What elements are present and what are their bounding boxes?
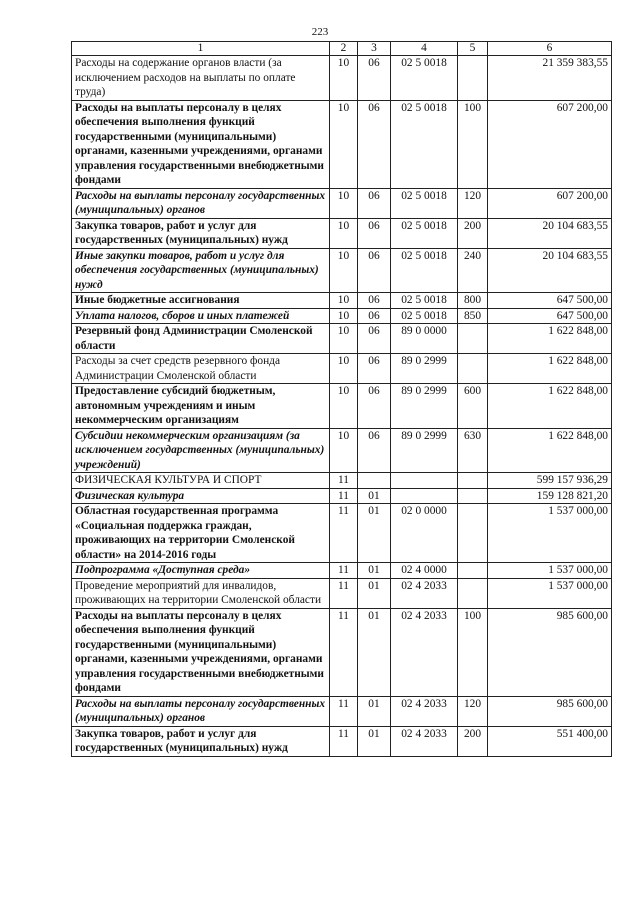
row-section-cell: 11 — [330, 563, 358, 579]
header-cell-section: 2 — [330, 42, 358, 56]
row-section-cell: 10 — [330, 188, 358, 218]
row-name-cell: Резервный фонд Администрации Смоленской области — [72, 324, 330, 354]
row-target-item-cell: 02 5 0018 — [391, 56, 458, 101]
row-amount-cell: 1 622 848,00 — [488, 324, 612, 354]
row-target-item-cell: 89 0 2999 — [391, 354, 458, 384]
table-row — [72, 324, 612, 354]
row-target-item-cell: 02 4 2033 — [391, 578, 458, 608]
row-amount-cell: 159 128 821,20 — [488, 488, 612, 504]
table-row — [72, 563, 612, 579]
row-name-cell: Областная государственная программа «Социальная поддержка граждан, проживающих на территории Смоленской области» на 2014-2016 годы — [72, 504, 330, 563]
row-subsection-cell: 06 — [358, 218, 391, 248]
row-expense-type-cell: 200 — [458, 726, 488, 756]
row-subsection-cell: 06 — [358, 428, 391, 473]
row-name-cell: Субсидии некоммерческим организациям (за исключением государственных (муниципальных) учреждений) — [72, 428, 330, 473]
row-expense-type-cell — [458, 354, 488, 384]
row-section-cell: 10 — [330, 354, 358, 384]
row-target-item-cell: 02 5 0018 — [391, 293, 458, 309]
row-subsection-cell: 01 — [358, 504, 391, 563]
table-row — [72, 308, 612, 324]
row-subsection-cell: 06 — [358, 100, 391, 188]
table-row — [72, 608, 612, 696]
table-row — [72, 696, 612, 726]
row-section-cell: 10 — [330, 100, 358, 188]
row-expense-type-cell: 600 — [458, 384, 488, 429]
row-expense-type-cell — [458, 324, 488, 354]
row-section-cell: 10 — [330, 248, 358, 293]
row-expense-type-cell: 200 — [458, 218, 488, 248]
row-section-cell: 10 — [330, 428, 358, 473]
row-name-cell: Иные бюджетные ассигнования — [72, 293, 330, 309]
row-expense-type-cell — [458, 578, 488, 608]
row-target-item-cell: 02 5 0018 — [391, 218, 458, 248]
row-subsection-cell: 06 — [358, 308, 391, 324]
table-row — [72, 578, 612, 608]
row-name-cell: Расходы на выплаты персоналу государственных (муниципальных) органов — [72, 696, 330, 726]
row-section-cell: 10 — [330, 308, 358, 324]
row-amount-cell: 20 104 683,55 — [488, 218, 612, 248]
row-subsection-cell: 06 — [358, 293, 391, 309]
row-section-cell: 11 — [330, 726, 358, 756]
table-row — [72, 384, 612, 429]
row-section-cell: 10 — [330, 384, 358, 429]
row-subsection-cell: 01 — [358, 726, 391, 756]
table-row — [72, 248, 612, 293]
row-target-item-cell: 02 5 0018 — [391, 248, 458, 293]
table-body — [72, 56, 612, 757]
row-name-cell: Физическая культура — [72, 488, 330, 504]
row-name-cell: Уплата налогов, сборов и иных платежей — [72, 308, 330, 324]
table-row — [72, 56, 612, 101]
row-section-cell: 11 — [330, 504, 358, 563]
row-target-item-cell: 02 4 2033 — [391, 608, 458, 696]
row-target-item-cell: 89 0 2999 — [391, 428, 458, 473]
table-row — [72, 428, 612, 473]
row-subsection-cell: 06 — [358, 248, 391, 293]
row-expense-type-cell: 100 — [458, 608, 488, 696]
header-cell-expense-type: 5 — [458, 42, 488, 56]
row-subsection-cell: 06 — [358, 56, 391, 101]
table-row — [72, 488, 612, 504]
row-amount-cell: 1 537 000,00 — [488, 504, 612, 563]
row-target-item-cell — [391, 473, 458, 489]
table-row — [72, 504, 612, 563]
row-amount-cell: 20 104 683,55 — [488, 248, 612, 293]
header-row — [72, 42, 612, 56]
row-target-item-cell: 02 4 2033 — [391, 696, 458, 726]
row-subsection-cell: 06 — [358, 354, 391, 384]
row-subsection-cell: 06 — [358, 188, 391, 218]
header-cell-subsection: 3 — [358, 42, 391, 56]
table-row — [72, 726, 612, 756]
table-row — [72, 354, 612, 384]
row-section-cell: 11 — [330, 696, 358, 726]
row-expense-type-cell: 120 — [458, 696, 488, 726]
row-subsection-cell: 01 — [358, 563, 391, 579]
row-target-item-cell: 89 0 2999 — [391, 384, 458, 429]
row-amount-cell: 1 622 848,00 — [488, 354, 612, 384]
row-subsection-cell: 01 — [358, 696, 391, 726]
header-cell-amount: 6 — [488, 42, 612, 56]
row-target-item-cell — [391, 488, 458, 504]
row-name-cell: Расходы на выплаты персоналу государственных (муниципальных) органов — [72, 188, 330, 218]
row-name-cell: Проведение мероприятий для инвалидов, проживающих на территории Смоленской области — [72, 578, 330, 608]
row-expense-type-cell — [458, 504, 488, 563]
row-expense-type-cell: 100 — [458, 100, 488, 188]
table-row — [72, 293, 612, 309]
row-amount-cell: 1 537 000,00 — [488, 563, 612, 579]
row-target-item-cell: 89 0 0000 — [391, 324, 458, 354]
row-amount-cell: 607 200,00 — [488, 100, 612, 188]
row-amount-cell: 647 500,00 — [488, 293, 612, 309]
page-number: 223 — [311, 26, 329, 38]
row-amount-cell: 607 200,00 — [488, 188, 612, 218]
row-expense-type-cell: 630 — [458, 428, 488, 473]
row-name-cell: ФИЗИЧЕСКАЯ КУЛЬТУРА И СПОРТ — [72, 473, 330, 489]
row-amount-cell: 551 400,00 — [488, 726, 612, 756]
row-amount-cell: 21 359 383,55 — [488, 56, 612, 101]
row-amount-cell: 647 500,00 — [488, 308, 612, 324]
row-subsection-cell — [358, 473, 391, 489]
row-name-cell: Закупка товаров, работ и услуг для государственных (муниципальных) нужд — [72, 726, 330, 756]
table-row — [72, 188, 612, 218]
row-amount-cell: 599 157 936,29 — [488, 473, 612, 489]
budget-table — [71, 41, 612, 757]
row-amount-cell: 1 622 848,00 — [488, 384, 612, 429]
row-amount-cell: 1 622 848,00 — [488, 428, 612, 473]
row-subsection-cell: 06 — [358, 384, 391, 429]
row-name-cell: Расходы на содержание органов власти (за исключением расходов на выплаты по оплате труда) — [72, 56, 330, 101]
row-target-item-cell: 02 4 2033 — [391, 726, 458, 756]
row-name-cell: Расходы за счет средств резервного фонда Администрации Смоленской области — [72, 354, 330, 384]
row-subsection-cell: 06 — [358, 324, 391, 354]
row-expense-type-cell — [458, 473, 488, 489]
row-section-cell: 10 — [330, 56, 358, 101]
row-target-item-cell: 02 5 0018 — [391, 188, 458, 218]
row-amount-cell: 985 600,00 — [488, 608, 612, 696]
row-section-cell: 11 — [330, 608, 358, 696]
row-section-cell: 10 — [330, 218, 358, 248]
row-amount-cell: 985 600,00 — [488, 696, 612, 726]
row-expense-type-cell — [458, 56, 488, 101]
row-subsection-cell: 01 — [358, 608, 391, 696]
table-row — [72, 473, 612, 489]
row-expense-type-cell: 800 — [458, 293, 488, 309]
row-name-cell: Подпрограмма «Доступная среда» — [72, 563, 330, 579]
row-target-item-cell: 02 5 0018 — [391, 100, 458, 188]
row-name-cell: Предоставление субсидий бюджетным, автономным учреждениям и иным некоммерческим организациям — [72, 384, 330, 429]
row-expense-type-cell — [458, 563, 488, 579]
header-cell-name: 1 — [72, 42, 330, 56]
table-row — [72, 100, 612, 188]
table-row — [72, 218, 612, 248]
row-section-cell: 10 — [330, 324, 358, 354]
row-subsection-cell: 01 — [358, 578, 391, 608]
row-section-cell: 11 — [330, 488, 358, 504]
row-expense-type-cell — [458, 488, 488, 504]
row-target-item-cell: 02 4 0000 — [391, 563, 458, 579]
row-expense-type-cell: 850 — [458, 308, 488, 324]
row-amount-cell: 1 537 000,00 — [488, 578, 612, 608]
row-section-cell: 11 — [330, 473, 358, 489]
row-section-cell: 10 — [330, 293, 358, 309]
row-name-cell: Закупка товаров, работ и услуг для государственных (муниципальных) нужд — [72, 218, 330, 248]
row-target-item-cell: 02 0 0000 — [391, 504, 458, 563]
row-expense-type-cell: 240 — [458, 248, 488, 293]
row-section-cell: 11 — [330, 578, 358, 608]
row-name-cell: Расходы на выплаты персоналу в целях обеспечения выполнения функций государственными (муниципальными) органами, казенными учреждениями, органами управления государственными внебюджетными фондами — [72, 608, 330, 696]
row-name-cell: Расходы на выплаты персоналу в целях обеспечения выполнения функций государственными (муниципальными) органами, казенными учреждениями, органами управления государственными внебюджетными фондами — [72, 100, 330, 188]
row-target-item-cell: 02 5 0018 — [391, 308, 458, 324]
row-subsection-cell: 01 — [358, 488, 391, 504]
row-expense-type-cell: 120 — [458, 188, 488, 218]
header-cell-target-item: 4 — [391, 42, 458, 56]
row-name-cell: Иные закупки товаров, работ и услуг для обеспечения государственных (муниципальных) нужд — [72, 248, 330, 293]
